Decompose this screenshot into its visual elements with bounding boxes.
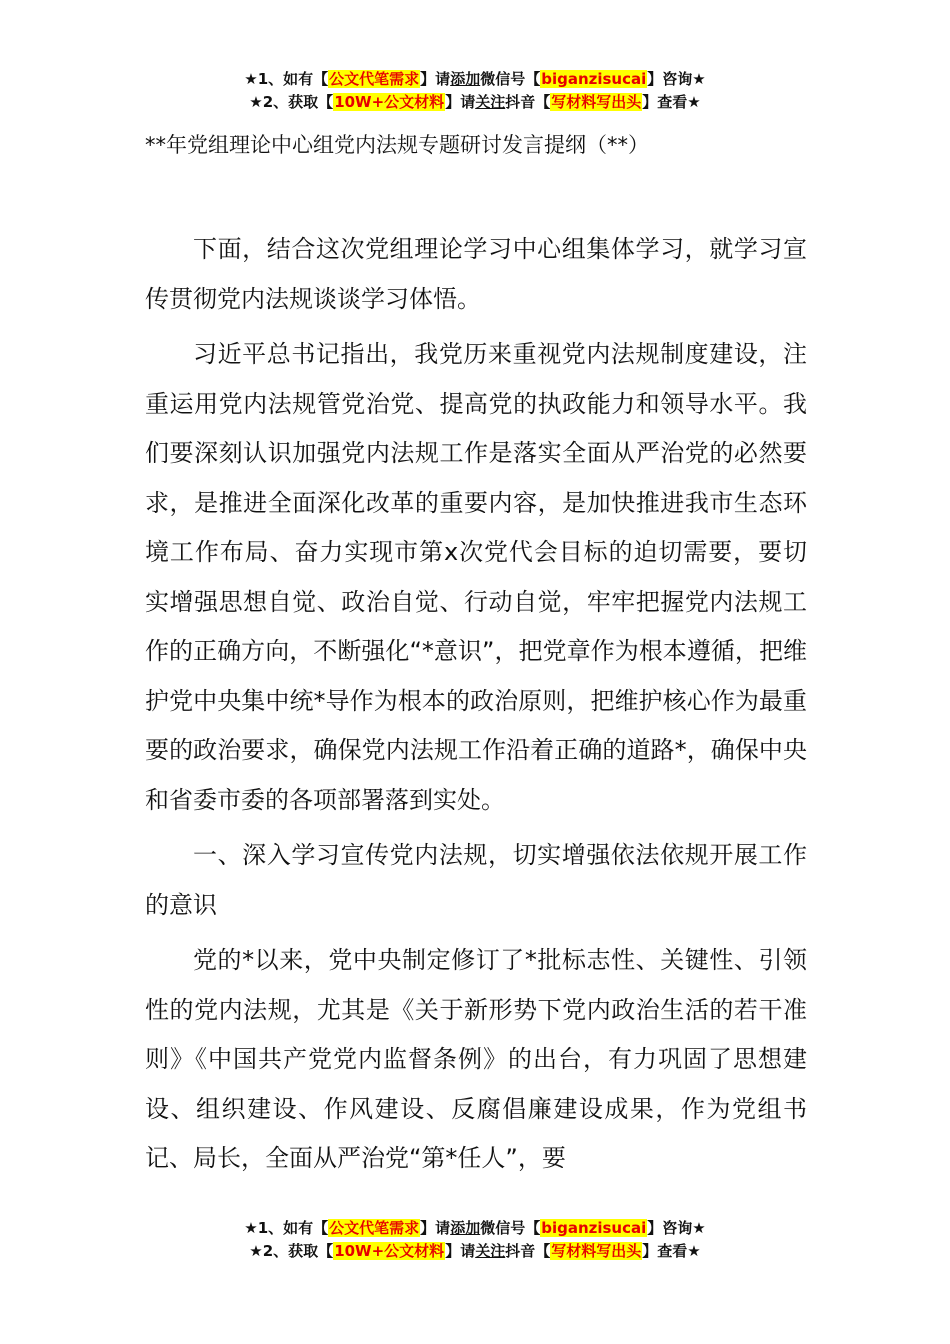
paragraph-section-1: 党的*以来，党中央制定修订了*批标志性、关键性、引领性的党内法规，尤其是《关于新形势下党内政治生活的若干准则》《中国共产党党内监督条例》的出台，有力巩固了思想建设、组织建设、作风建设、反腐倡廉建设成果，作为党组书记、局长，全面从严治党“第*任人”，要: [145, 946, 807, 1172]
paragraph-main: 习近平总书记指出，我党历来重视党内法规制度建设，注重运用党内法规管党治党、提高党的执政能力和领导水平。我们要深刻认识加强党内法规工作是落实全面从严治党的必然要求，是推进全面深化改革的重要内容，是加快推进我市生态环境工作布局、奋力实现市第x次党代会目标的迫切需要，要切实增强思想自觉、政治自觉、行动自觉，牢牢把握党内法规工作的正确方向，不断强化“*意识”，把党章作为根本遵循，把维护党中央集中统*导作为根本的政治原则，把维护核心作为最重要的政治要求，确保党内法规工作沿着正确的道路*，确保中央和省委市委的各项部署落到实处。: [145, 340, 807, 814]
promo-line-1-emphasis: 添加: [450, 70, 481, 88]
promo-highlight-writing-service: 公文代笔需求: [329, 70, 420, 88]
document-title: **年党组理论中心组党内法规专题研讨发言提纲（**）: [145, 133, 649, 157]
promo-line-1-middle: 】请: [420, 1219, 451, 1237]
promo-highlight-douyin-account: 写材料写出头: [551, 1242, 642, 1260]
promo-line-1-prefix: ★1、如有【: [244, 70, 329, 88]
promo-line-2-suffix: 】查看★: [642, 1242, 701, 1260]
promo-line-2-prefix: ★2、获取【: [249, 93, 334, 111]
promo-highlight-writing-service: 公文代笔需求: [329, 1219, 420, 1237]
promo-line-1-prefix: ★1、如有【: [244, 1219, 329, 1237]
promo-highlight-materials: 10W+公文材料: [334, 1242, 445, 1260]
promo-line-1-suffix: 】咨询★: [647, 1219, 706, 1237]
promo-line-2-middle-2: 抖音【: [505, 93, 551, 111]
promo-line-1-middle-2: 微信号【: [480, 70, 541, 88]
promo-line-2-suffix: 】查看★: [642, 93, 701, 111]
promo-line-2-middle: 】请: [445, 1242, 476, 1260]
promo-footer: [0, 1217, 950, 1263]
promo-line-2-emphasis: 关注: [475, 1242, 506, 1260]
promo-line-1-emphasis: 添加: [450, 1219, 481, 1237]
section-heading-1: 一、深入学习宣传党内法规，切实增强依法依规开展工作的意识: [145, 841, 807, 919]
promo-line-2-emphasis: 关注: [475, 93, 506, 111]
promo-line-1-middle: 】请: [420, 70, 451, 88]
promo-line-2-middle-2: 抖音【: [505, 1242, 551, 1260]
promo-line-2-middle: 】请: [445, 93, 476, 111]
promo-line-1-middle-2: 微信号【: [480, 1219, 541, 1237]
promo-header: [0, 68, 950, 114]
promo-highlight-materials: 10W+公文材料: [334, 93, 445, 111]
promo-line-1: [0, 68, 950, 91]
promo-line-2-prefix: ★2、获取【: [249, 1242, 334, 1260]
promo-highlight-wechat-id: biganzisucai: [541, 70, 647, 88]
paragraph-intro: 下面，结合这次党组理论学习中心组集体学习，就学习宣传贯彻党内法规谈谈学习体悟。: [145, 235, 807, 313]
promo-highlight-douyin-account: 写材料写出头: [551, 93, 642, 111]
document-body: [145, 225, 807, 1184]
promo-line-1: [0, 1217, 950, 1240]
promo-line-2: [0, 1240, 950, 1263]
promo-highlight-wechat-id: biganzisucai: [541, 1219, 647, 1237]
promo-line-2: [0, 91, 950, 114]
promo-line-1-suffix: 】咨询★: [647, 70, 706, 88]
